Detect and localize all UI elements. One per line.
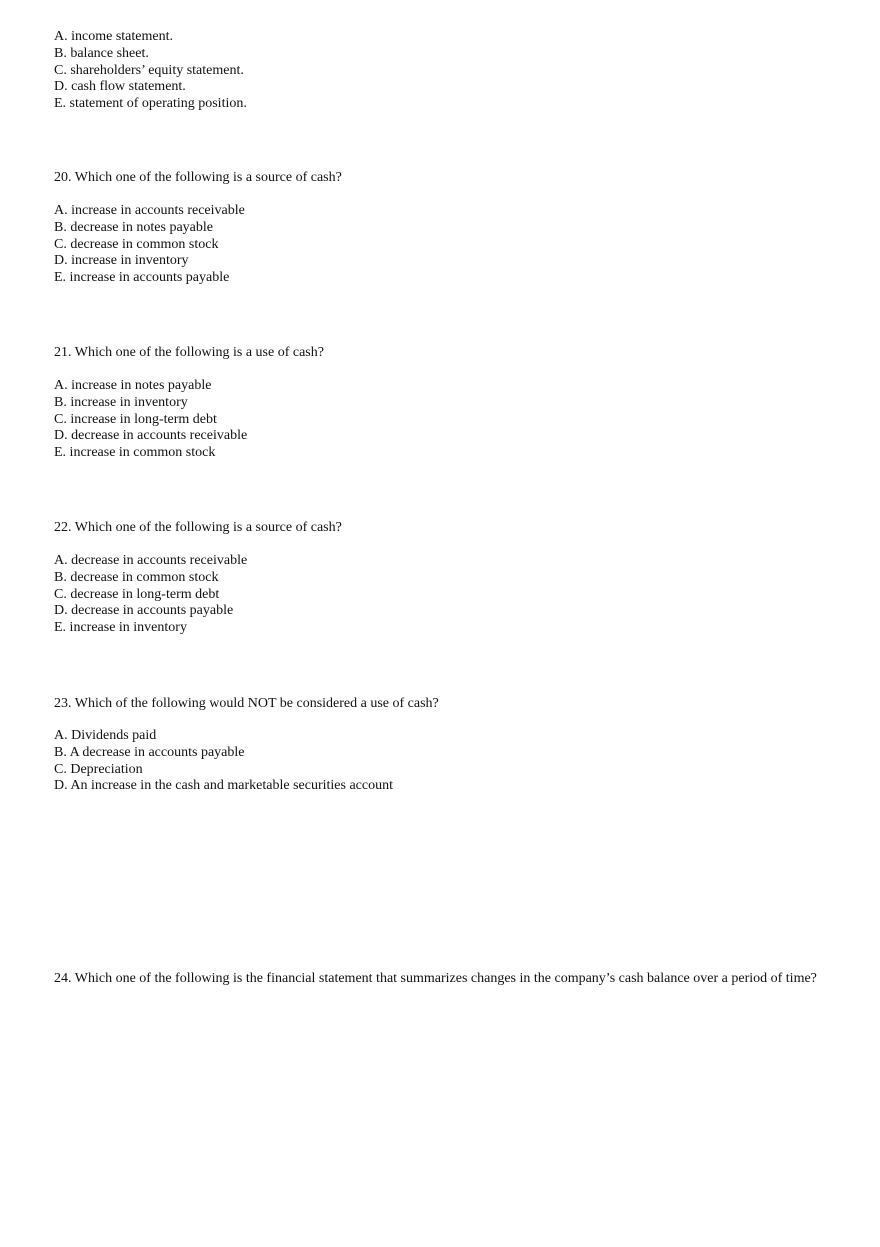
question-21: 21. Which one of the following is a use of cash? [54, 345, 324, 360]
option: D. decrease in accounts receivable [54, 428, 248, 444]
option: C. shareholders’ equity statement. [54, 62, 244, 78]
question-22: 22. Which one of the following is a source of cash? [54, 520, 342, 535]
q21-options [54, 378, 247, 462]
option: A. income statement. [54, 29, 173, 44]
question-20: 20. Which one of the following is a source of cash? [54, 170, 342, 185]
q19-options [54, 29, 247, 113]
option: A. Dividends paid [54, 728, 157, 743]
q22-options [54, 553, 247, 637]
option: B. balance sheet. [54, 45, 149, 61]
option: D. decrease in accounts payable [54, 603, 234, 619]
option: C. Depreciation [54, 761, 143, 777]
option: A. increase in notes payable [54, 378, 212, 393]
option: A. decrease in accounts receivable [54, 553, 248, 568]
option: E. statement of operating position. [54, 96, 247, 112]
option: C. increase in long-term debt [54, 411, 217, 427]
option: D. increase in inventory [54, 253, 189, 269]
option: C. decrease in common stock [54, 236, 219, 252]
q20-options [54, 203, 245, 287]
option: D. An increase in the cash and marketable securities account [54, 778, 393, 794]
option: E. increase in inventory [54, 620, 187, 636]
option: B. decrease in notes payable [54, 219, 213, 235]
option: D. cash flow statement. [54, 79, 186, 95]
option: E. increase in accounts payable [54, 270, 230, 286]
option: E. increase in common stock [54, 445, 216, 461]
option: B. decrease in common stock [54, 569, 219, 585]
option: B. increase in inventory [54, 394, 188, 410]
option: A. increase in accounts receivable [54, 203, 245, 218]
option: B. A decrease in accounts payable [54, 744, 245, 760]
option: C. decrease in long-term debt [54, 586, 220, 602]
q23-options [54, 728, 393, 795]
question-23: 23. Which of the following would NOT be considered a use of cash? [54, 696, 439, 711]
question-24: 24. Which one of the following is the financial statement that summarizes changes in the company’s cash balance over a period of time? [54, 971, 817, 986]
